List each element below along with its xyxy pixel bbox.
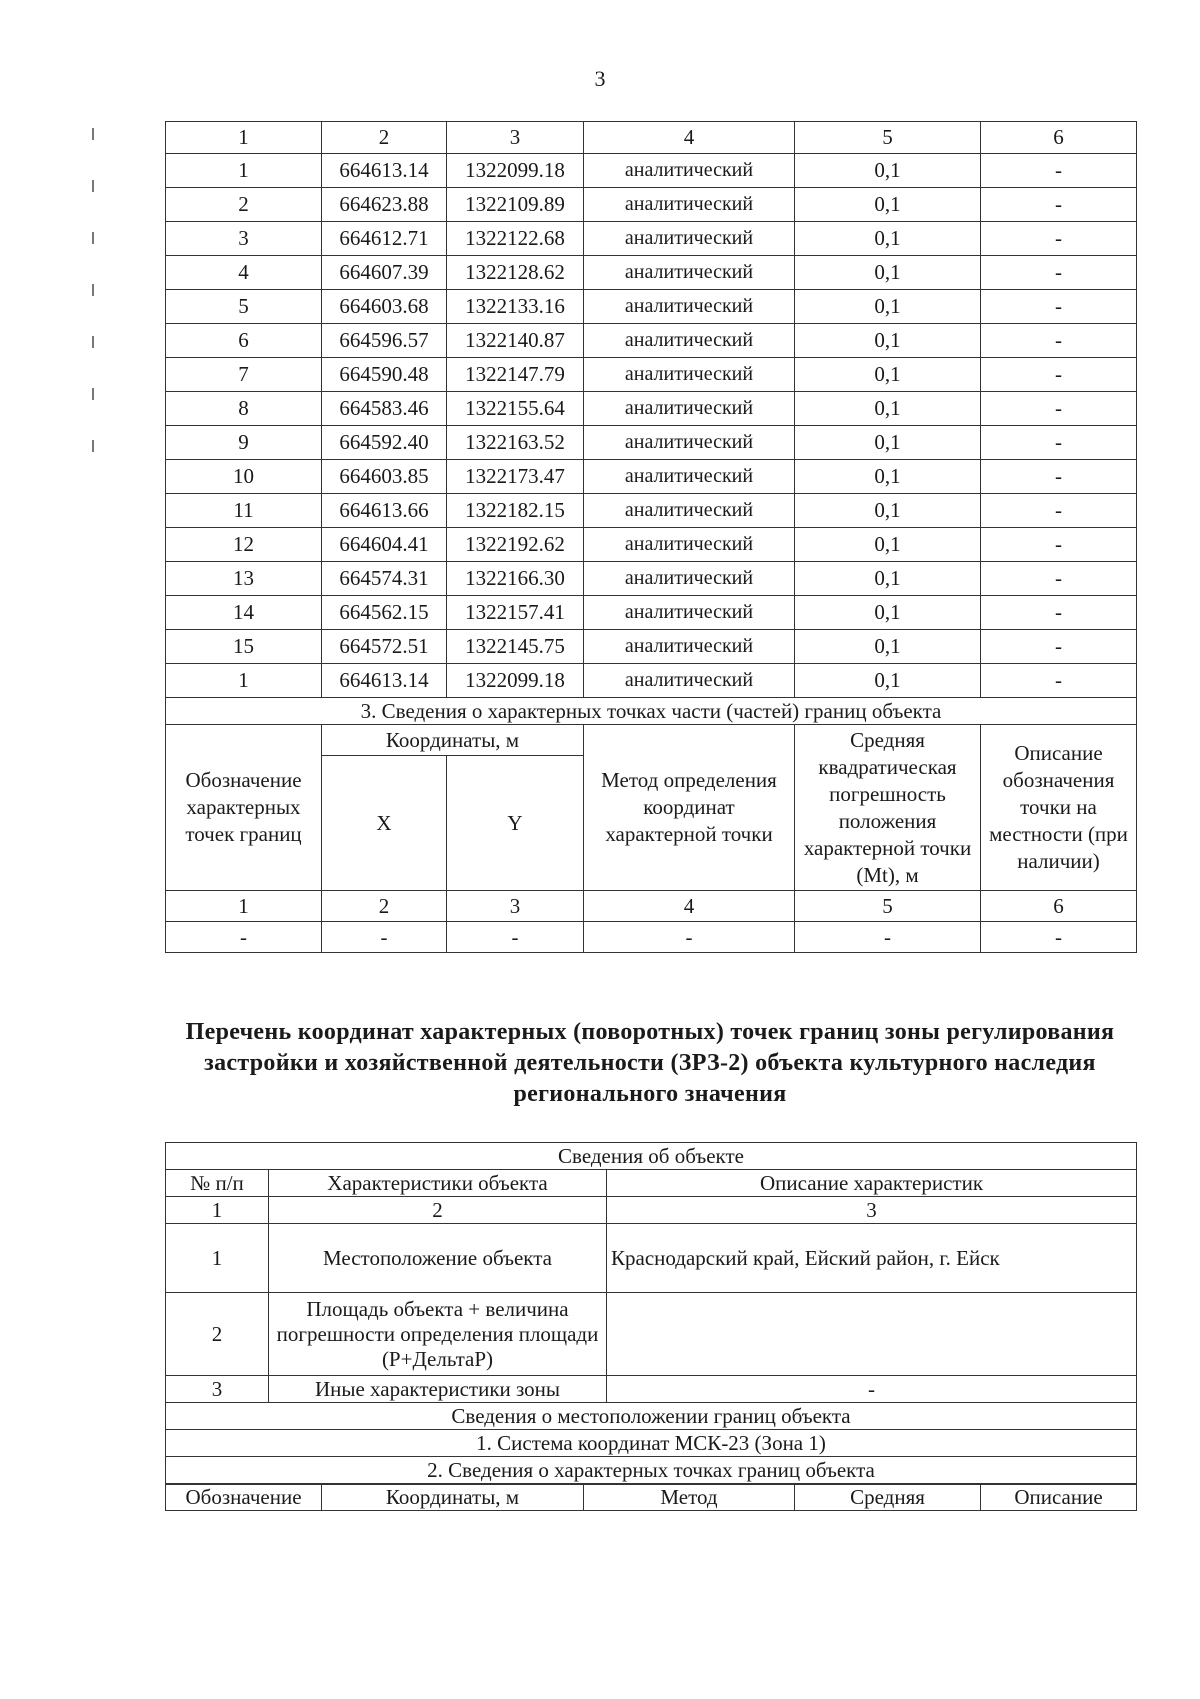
designation-header: Обозначение: [166, 1485, 322, 1511]
error: 0,1: [795, 290, 981, 324]
table-row: [166, 426, 1137, 460]
column-number: 3: [607, 1197, 1137, 1224]
description: -: [981, 596, 1137, 630]
coord-y: 1322166.30: [447, 562, 584, 596]
coord-x: 664612.71: [322, 222, 447, 256]
table-row: [166, 528, 1137, 562]
table-row: [166, 460, 1137, 494]
column-number: 2: [322, 122, 447, 154]
method: аналитический: [584, 426, 795, 460]
method: аналитический: [584, 664, 795, 698]
characteristic-name: Площадь объекта + величина погрешности определения площади (P+ДельтаP): [269, 1293, 607, 1376]
designation-header: Обозначение характерных точек границ: [166, 725, 322, 891]
point-number: 2: [166, 188, 322, 222]
description: -: [981, 392, 1137, 426]
table-row: [166, 630, 1137, 664]
table-row: [166, 1224, 1137, 1293]
error: 0,1: [795, 256, 981, 290]
error: 0,1: [795, 528, 981, 562]
error: 0,1: [795, 494, 981, 528]
coord-x: 664574.31: [322, 562, 447, 596]
method-header: Метод определения координат характерной точки: [584, 725, 795, 891]
table-row: [166, 596, 1137, 630]
y-header: Y: [447, 756, 584, 891]
column-number: 6: [981, 891, 1137, 922]
table-row: [166, 290, 1137, 324]
description: -: [981, 664, 1137, 698]
method: аналитический: [584, 630, 795, 664]
description: -: [981, 256, 1137, 290]
error: 0,1: [795, 596, 981, 630]
description: -: [981, 324, 1137, 358]
description-header: Описание обозначения точки на местности (при наличии): [981, 725, 1137, 891]
characteristic-value: -: [607, 1376, 1137, 1403]
column-number: 4: [584, 122, 795, 154]
coord-y: 1322147.79: [447, 358, 584, 392]
error: 0,1: [795, 154, 981, 188]
column-number-row: [166, 122, 1137, 154]
column-number: 4: [584, 891, 795, 922]
method: аналитический: [584, 494, 795, 528]
error: 0,1: [795, 630, 981, 664]
characteristic-name: Иные характеристики зоны: [269, 1376, 607, 1403]
no-header: № п/п: [166, 1170, 269, 1197]
coord-x: 664590.48: [322, 358, 447, 392]
points-header-row: [166, 1485, 1137, 1511]
table-row: [166, 222, 1137, 256]
coordinates-header: Координаты, м: [322, 1485, 584, 1511]
method: аналитический: [584, 188, 795, 222]
coord-x: 664607.39: [322, 256, 447, 290]
point-number: 9: [166, 426, 322, 460]
error: 0,1: [795, 426, 981, 460]
description: -: [981, 154, 1137, 188]
coord-x: 664583.46: [322, 392, 447, 426]
coord-x: 664613.14: [322, 664, 447, 698]
characteristic-value: [607, 1293, 1137, 1376]
method: аналитический: [584, 324, 795, 358]
coord-x: 664572.51: [322, 630, 447, 664]
section3-empty-row: [166, 922, 1137, 953]
point-number: 6: [166, 324, 322, 358]
error-header: Средняя квадратическая погрешность положения характерной точки (Mt), м: [795, 725, 981, 891]
object-info-number-row: [166, 1197, 1137, 1224]
description-header: Описание: [981, 1485, 1137, 1511]
error: 0,1: [795, 664, 981, 698]
error-header: Средняя: [795, 1485, 981, 1511]
table-row: [166, 392, 1137, 426]
method: аналитический: [584, 256, 795, 290]
section3-title-row: [166, 698, 1137, 725]
point-number: 12: [166, 528, 322, 562]
row-number: 3: [166, 1376, 269, 1403]
error: 0,1: [795, 188, 981, 222]
column-number: 3: [447, 122, 584, 154]
coord-x: 664604.41: [322, 528, 447, 562]
column-number: 1: [166, 1197, 269, 1224]
method: аналитический: [584, 596, 795, 630]
point-number: 3: [166, 222, 322, 256]
characteristics-header: Характеристики объекта: [269, 1170, 607, 1197]
error: 0,1: [795, 358, 981, 392]
empty-cell: -: [981, 922, 1137, 953]
error: 0,1: [795, 392, 981, 426]
object-info-table: [165, 1142, 1137, 1484]
coord-y: 1322140.87: [447, 324, 584, 358]
point-number: 10: [166, 460, 322, 494]
section3-number-row: [166, 891, 1137, 922]
coord-y: 1322155.64: [447, 392, 584, 426]
table-row: [166, 154, 1137, 188]
table-row: [166, 256, 1137, 290]
method-header: Метод: [584, 1485, 795, 1511]
table-row: [166, 1376, 1137, 1403]
coord-x: 664603.85: [322, 460, 447, 494]
scan-specks: [92, 128, 96, 492]
coord-x: 664613.66: [322, 494, 447, 528]
description: -: [981, 630, 1137, 664]
row-number: 2: [166, 1293, 269, 1376]
error: 0,1: [795, 562, 981, 596]
column-number: 6: [981, 122, 1137, 154]
method: аналитический: [584, 154, 795, 188]
column-number: 5: [795, 891, 981, 922]
coord-y: 1322145.75: [447, 630, 584, 664]
coord-system: 1. Система координат МСК-23 (Зона 1): [166, 1430, 1137, 1457]
table-row: [166, 494, 1137, 528]
coord-y: 1322163.52: [447, 426, 584, 460]
description: -: [981, 494, 1137, 528]
coordinates-header: Координаты, м: [322, 725, 584, 756]
section3-title: 3. Сведения о характерных точках части (частей) границ объекта: [166, 698, 1137, 725]
error: 0,1: [795, 324, 981, 358]
empty-cell: -: [584, 922, 795, 953]
table-row: [166, 1293, 1137, 1376]
coord-x: 664562.15: [322, 596, 447, 630]
point-number: 1: [166, 664, 322, 698]
empty-cell: -: [166, 922, 322, 953]
empty-cell: -: [795, 922, 981, 953]
method: аналитический: [584, 290, 795, 324]
error: 0,1: [795, 222, 981, 256]
method: аналитический: [584, 460, 795, 494]
coord-x: 664596.57: [322, 324, 447, 358]
coord-x: 664592.40: [322, 426, 447, 460]
description-header: Описание характеристик: [607, 1170, 1137, 1197]
table-row: [166, 324, 1137, 358]
table-row: [166, 188, 1137, 222]
empty-cell: -: [322, 922, 447, 953]
coord-x: 664623.88: [322, 188, 447, 222]
page-number: 3: [594, 66, 606, 91]
column-number: 2: [322, 891, 447, 922]
method: аналитический: [584, 562, 795, 596]
coord-y: 1322099.18: [447, 664, 584, 698]
method: аналитический: [584, 222, 795, 256]
table-row: [166, 358, 1137, 392]
section-heading: Перечень координат характерных (поворотных) точек границ зоны регулирования застройки и хозяйственной деятельности (ЗРЗ-2) объекта культурного наследия регионального значения: [185, 1019, 1115, 1107]
coord-y: 1322192.62: [447, 528, 584, 562]
x-header: X: [322, 756, 447, 891]
location-title-row: [166, 1403, 1137, 1430]
point-number: 14: [166, 596, 322, 630]
description: -: [981, 290, 1137, 324]
section3-header-row: [166, 725, 1137, 756]
method: аналитический: [584, 358, 795, 392]
column-number: 5: [795, 122, 981, 154]
object-info-title-row: [166, 1143, 1137, 1170]
description: -: [981, 460, 1137, 494]
characteristic-name: Местоположение объекта: [269, 1224, 607, 1293]
description: -: [981, 528, 1137, 562]
coord-x: 664603.68: [322, 290, 447, 324]
column-number: 3: [447, 891, 584, 922]
error: 0,1: [795, 460, 981, 494]
object-info-title: Сведения об объекте: [166, 1143, 1137, 1170]
coord-y: 1322128.62: [447, 256, 584, 290]
point-number: 13: [166, 562, 322, 596]
coord-x: 664613.14: [322, 154, 447, 188]
characteristic-value: Краснодарский край, Ейский район, г. Ейск: [607, 1224, 1137, 1293]
table-row: [166, 562, 1137, 596]
column-number: 1: [166, 891, 322, 922]
point-number: 5: [166, 290, 322, 324]
object-info-header-row: [166, 1170, 1137, 1197]
method: аналитический: [584, 528, 795, 562]
coord-y: 1322133.16: [447, 290, 584, 324]
point-number: 4: [166, 256, 322, 290]
column-number: 1: [166, 122, 322, 154]
description: -: [981, 188, 1137, 222]
coord-y: 1322122.68: [447, 222, 584, 256]
point-number: 15: [166, 630, 322, 664]
coordinates-table: [165, 121, 1137, 953]
points-title: 2. Сведения о характерных точках границ объекта: [166, 1457, 1137, 1484]
empty-cell: -: [447, 922, 584, 953]
description: -: [981, 222, 1137, 256]
point-number: 7: [166, 358, 322, 392]
description: -: [981, 358, 1137, 392]
location-title: Сведения о местоположении границ объекта: [166, 1403, 1137, 1430]
point-number: 8: [166, 392, 322, 426]
column-number: 2: [269, 1197, 607, 1224]
point-number: 1: [166, 154, 322, 188]
description: -: [981, 426, 1137, 460]
method: аналитический: [584, 392, 795, 426]
row-number: 1: [166, 1224, 269, 1293]
coord-y: 1322157.41: [447, 596, 584, 630]
coord-y: 1322109.89: [447, 188, 584, 222]
points-header-table: [165, 1484, 1137, 1511]
description: -: [981, 562, 1137, 596]
coord-system-row: [166, 1430, 1137, 1457]
coord-y: 1322182.15: [447, 494, 584, 528]
coord-y: 1322099.18: [447, 154, 584, 188]
coord-y: 1322173.47: [447, 460, 584, 494]
point-number: 11: [166, 494, 322, 528]
table-row: [166, 664, 1137, 698]
points-title-row: [166, 1457, 1137, 1484]
